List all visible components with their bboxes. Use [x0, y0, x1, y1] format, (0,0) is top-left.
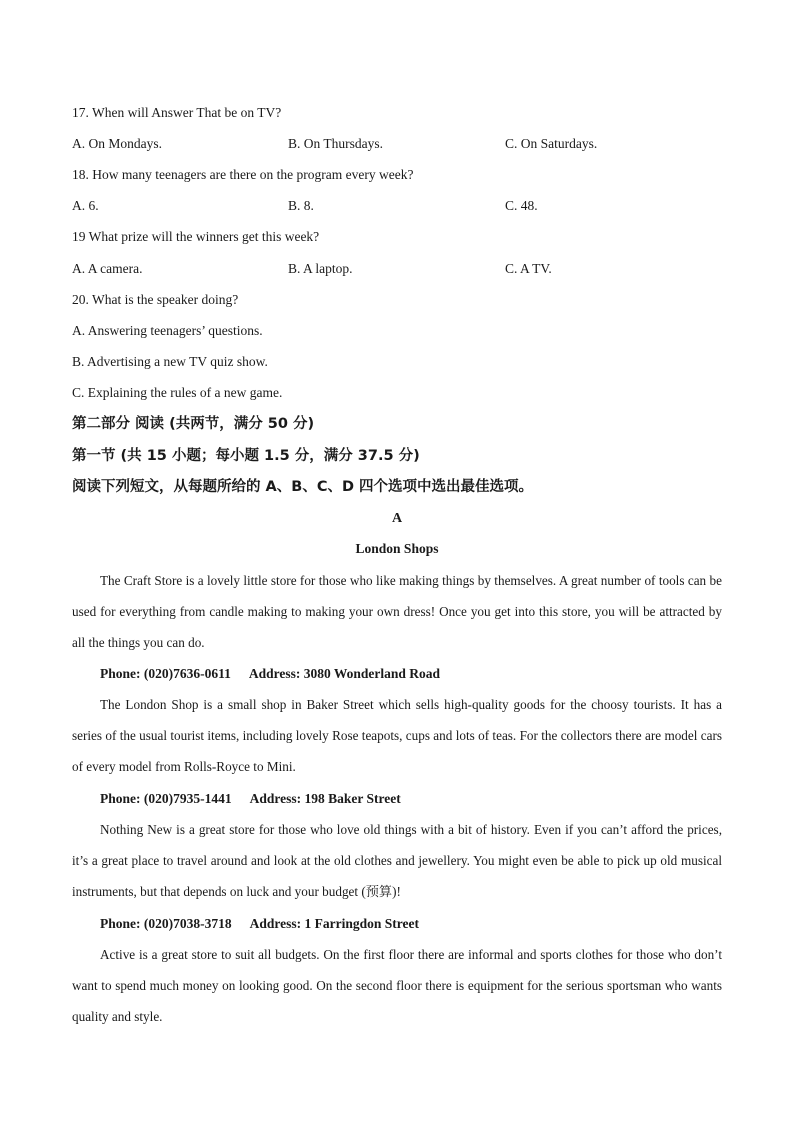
shop-description-craft-store: The Craft Store is a lovely little store for those who like making things by themselves. A great number of tools can be used for everything from candle making to making your own dress! Once you get into this store, you will be attracted by all the things you can do.	[72, 573, 722, 651]
shop-description-london-shop: The London Shop is a small shop in Baker Street which sells high-quality goods for the choosy tourists. It has a series of the usual tourist items, including lovely Rose teapots, cups and lots of teas. For the collectors there are model cars of every model from Rolls-Royce to Mini.	[72, 697, 722, 775]
part-heading: 第二部分 阅读 (共两节，满分 50 分)	[72, 416, 315, 432]
question-18-option-b: B. 8.	[288, 198, 314, 213]
shop-phone: Phone: (020)7038-3718	[100, 916, 232, 931]
shop-address: Address: 198 Baker Street	[249, 791, 401, 806]
shop-contact-nothing-new	[100, 915, 419, 933]
passage-title: London Shops	[355, 541, 439, 556]
shop-contact-london-shop	[100, 790, 401, 808]
question-19-stem: 19 What prize will the winners get this week?	[72, 229, 320, 244]
question-19-option-b: B. A laptop.	[288, 261, 353, 276]
question-20-option-a: A. Answering teenagers’ questions.	[72, 323, 263, 338]
subsection-heading: 第一节 (共 15 小题；每小题 1.5 分，满分 37.5 分)	[72, 448, 420, 464]
question-19-option-c: C. A TV.	[505, 261, 552, 276]
passage-letter: A	[391, 511, 403, 526]
question-20-option-b: B. Advertising a new TV quiz show.	[72, 354, 268, 369]
question-17-option-a: A. On Mondays.	[72, 136, 162, 151]
shop-description-nothing-new: Nothing New is a great store for those who love old things with a bit of history. Even if you can’t afford the prices, it’s a great place to travel around and look at the old clothes and jewellery. You might even be able to pick up old musical instruments, but that depends on luck and your budget (预算)!	[72, 822, 722, 900]
shop-contact-craft-store	[100, 665, 440, 683]
question-18-option-a: A. 6.	[72, 198, 99, 213]
question-17-stem: 17. When will Answer That be on TV?	[72, 105, 282, 120]
shop-description-active: Active is a great store to suit all budgets. On the first floor there are informal and sports clothes for those who don’t want to spend much money on looking good. On the second floor there is equipment for the serious sportsman who wants quality and style.	[72, 947, 722, 1025]
question-18-option-c: C. 48.	[505, 198, 538, 213]
question-19-option-a: A. A camera.	[72, 261, 143, 276]
question-17-option-b: B. On Thursdays.	[288, 136, 384, 151]
question-20-option-c: C. Explaining the rules of a new game.	[72, 385, 283, 400]
shop-phone: Phone: (020)7935-1441	[100, 791, 232, 806]
shop-address: Address: 1 Farringdon Street	[249, 916, 419, 931]
reading-instruction: 阅读下列短文，从每题所给的 A、B、C、D 四个选项中选出最佳选项。	[72, 479, 534, 495]
question-18-stem: 18. How many teenagers are there on the program every week?	[72, 167, 414, 182]
question-20-stem: 20. What is the speaker doing?	[72, 292, 239, 307]
shop-address: Address: 3080 Wonderland Road	[248, 666, 441, 681]
shop-phone: Phone: (020)7636-0611	[100, 666, 231, 681]
question-17-option-c: C. On Saturdays.	[505, 136, 598, 151]
